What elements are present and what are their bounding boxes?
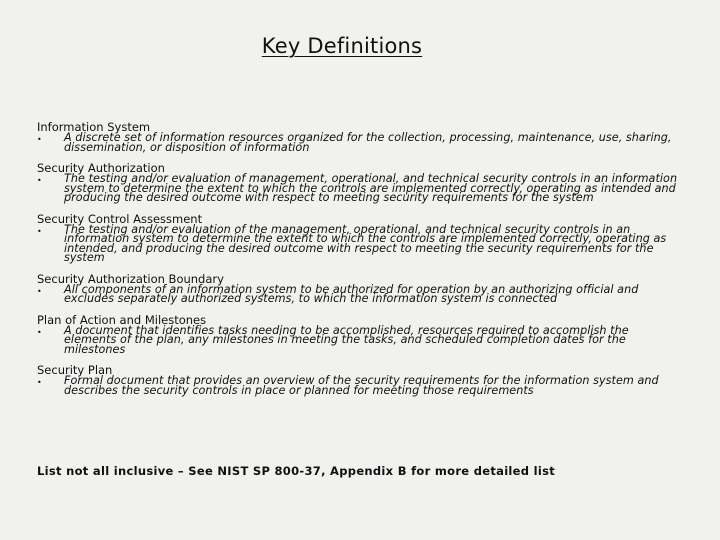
definition-term: Security Control Assessment [37,211,203,226]
definition-entry [37,133,682,152]
definition-entry [37,376,682,395]
bullet-icon: • [37,176,42,185]
definition-description: All components of an information system to be authorized for operation by an authorizing official and excludes separately authorized systems, to which the information system is connected [64,282,639,305]
definition-item [37,213,682,263]
definition-entry [37,174,682,203]
bullet-icon: • [37,226,42,236]
definition-description: A document that identifies tasks needing to be accomplished, resources required to accomplish the elements of the plan, any milestones in meeting the tasks, and scheduled completion dates for the milestones [64,323,629,356]
definition-entry [37,222,682,264]
definition-description: A discrete set of information resources organized for the collection, processing, maintenance, use, sharing, dissemination, or disposition of information [64,131,672,154]
definition-term: Plan of Action and Milestones [37,312,207,327]
footer-note: List not all inclusive – See NIST SP 800-37, Appendix B for more detailed list [37,464,556,478]
definition-term: Security Authorization Boundary [37,271,224,286]
definition-entry [37,323,682,356]
definition-term: Security Authorization [37,161,165,175]
definition-item [37,364,682,395]
definition-term: Information System [37,120,151,134]
bullet-icon: • [37,135,42,144]
definition-description: The testing and/or evaluation of management, operational, and technical security controls in an information system to determine the extent to which the controls are implemented correctly, operating as intended and producing the desired outcome with respect to meeting security requirements for the system [64,172,678,204]
definition-item [37,121,682,152]
definitions-list [37,121,682,405]
bullet-icon: • [37,327,42,337]
definition-item [37,314,682,355]
bullet-icon: • [37,378,42,387]
definition-entry [37,282,682,305]
page-title: Key Definitions [261,34,423,58]
definition-description: The testing and/or evaluation of the management, operational, and technical security controls in an information system to determine the extent to which the controls are implemented correctly, operating as intended, and producing the desired outcome with respect to meeting the security requirements for the system [64,222,667,264]
definition-item [37,162,682,203]
bullet-icon: • [37,286,42,296]
definition-term: Security Plan [37,363,113,377]
definition-description: Formal document that provides an overview of the security requirements for the information system and describes the security controls in place or planned for meeting those requirements [64,374,659,397]
definition-item [37,273,682,304]
